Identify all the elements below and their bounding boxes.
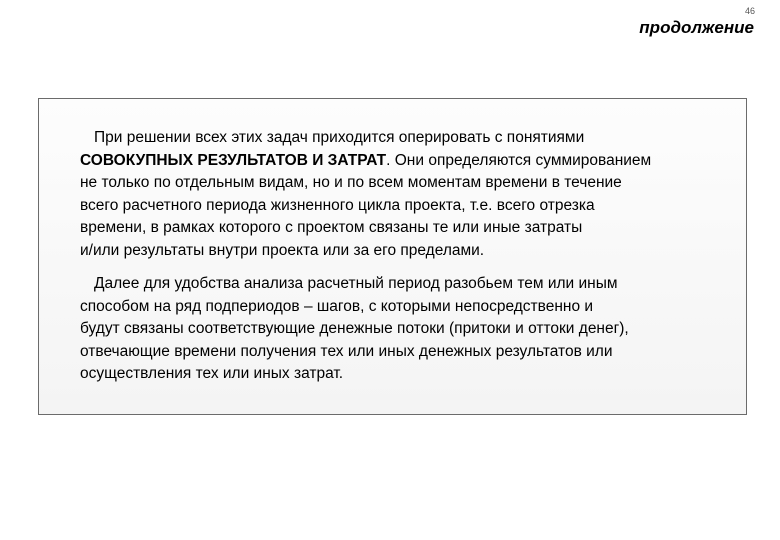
paragraph-1-line-3: не только по отдельным видам, но и по всем моментам времени в течение [80,174,622,191]
paragraph-2-line-5: осуществления тех или иных затрат. [80,365,344,382]
paragraph-1-line-2-rest: . Они определяются суммированием [386,151,652,169]
paragraph-1-line-6: и/или результаты внутри проекта или за его пределами. [80,241,485,259]
page-title: продолжение [639,18,754,37]
paragraph-2-line-3: будут связаны соответствующие денежные потоки (притоки и оттоки денег), [80,320,629,337]
paragraph-2-line-4: отвечающие времени получения тех или иных денежных результатов или [80,342,613,360]
paragraph-2-line-1: Далее для удобства анализа расчетный период разобьем тем или иным [94,275,618,292]
content-box [38,98,747,415]
paragraph-1-line-4: всего расчетного периода жизненного цикла проекта, т.е. всего отрезка [80,196,595,214]
paragraph-1 [80,127,760,262]
slide-number: 46 [745,6,756,16]
paragraph-2-line-2: способом на ряд подпериодов – шагов, с которыми непосредственно и [80,297,594,315]
bold-term: СОВОКУПНЫХ РЕЗУЛЬТАТОВ И ЗАТРАТ [80,151,387,169]
paragraph-1-line-5: времени, в рамках которого с проектом связаны те или иные затраты [80,219,583,236]
paragraph-1-line-2 [80,150,760,173]
paragraph-1-line-1: При решении всех этих задач приходится оперировать с понятиями [94,129,585,146]
paragraph-2 [80,273,760,386]
